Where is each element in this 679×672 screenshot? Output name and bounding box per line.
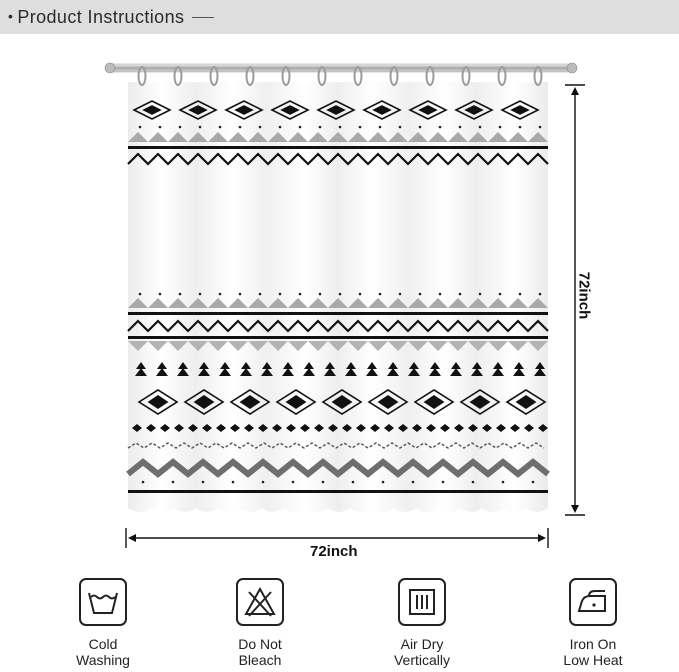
section-header [0,0,679,34]
care-label-line2: Washing [76,652,130,668]
air-dry-icon [398,578,446,626]
pattern-line-top-1 [128,146,548,149]
care-label-line1: Cold [88,636,118,652]
width-label: 72inch [310,543,358,560]
pattern-line-mid-1 [128,312,548,315]
care-label-line2: Bleach [238,652,282,668]
rod-end-right [567,63,577,73]
care-label-line2: Low Heat [563,652,623,668]
care-item-cold-washing [48,578,158,668]
iron-low-icon [569,578,617,626]
care-item-iron-low-heat [538,578,648,668]
pattern-dots-mid [139,293,542,296]
rod-end-left [105,63,115,73]
pattern-dots-top [139,126,542,129]
care-label-line1: Do Not [238,636,282,652]
care-item-do-not-bleach [205,578,315,668]
care-label-line1: Iron On [569,636,617,652]
care-item-air-dry [367,578,477,668]
section-title: • Product Instructions [8,7,214,28]
height-label: 72inch [575,271,593,320]
no-bleach-icon [236,578,284,626]
care-label-line1: Air Dry [400,636,444,652]
care-label-line2: Vertically [393,652,451,668]
pattern-line-mid-2 [128,336,548,339]
cold-wash-icon [79,578,127,626]
pattern-line-bottom [128,490,548,493]
